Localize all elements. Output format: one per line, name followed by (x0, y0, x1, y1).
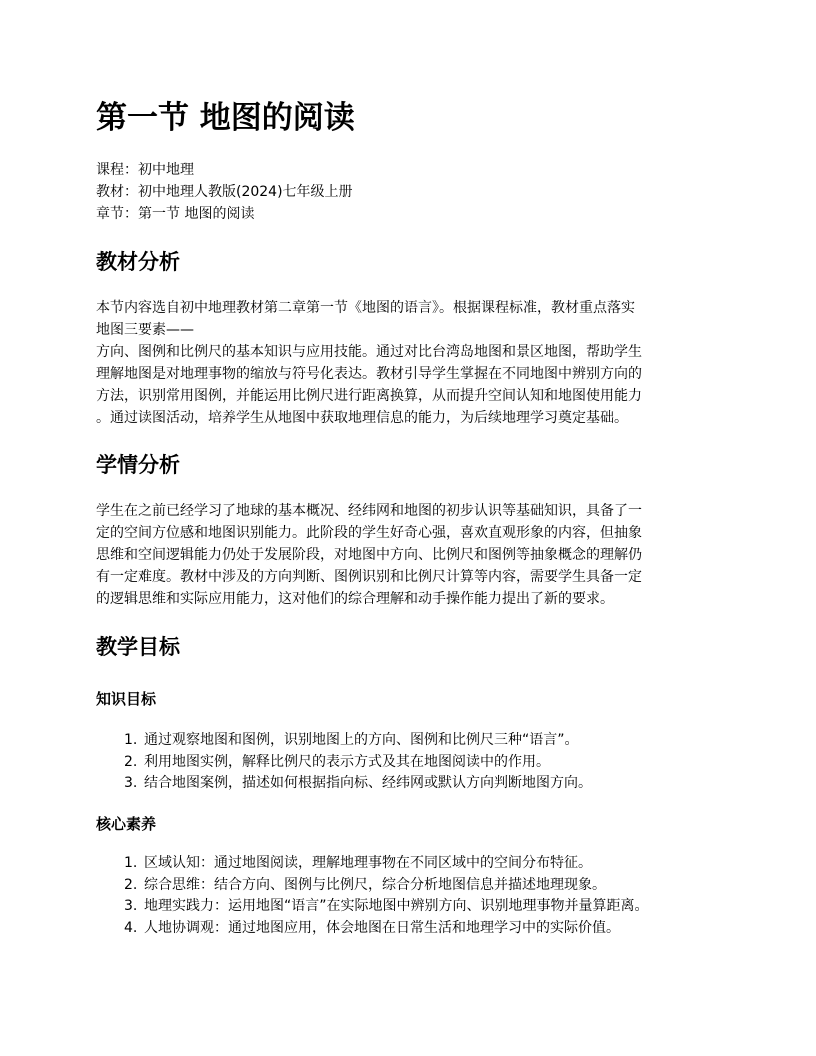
paragraph-line: 本节内容选自初中地理教材第二章第一节《地图的语言》。根据课程标准，教材重点落实 (96, 300, 635, 316)
list-item-number: 1. (124, 732, 138, 748)
meta-course: 课程：初中地理 (96, 162, 194, 178)
paragraph-line: 思维和空间逻辑能力仍处于发展阶段，对地图中方向、比例尺和图例等抽象概念的理解仍 (96, 547, 642, 563)
list-item-text: 利用地图实例，解释比例尺的表示方式及其在地图阅读中的作用。 (144, 753, 550, 770)
list-item-number: 3. (124, 775, 138, 791)
section-heading-goals: 教学目标 (96, 635, 180, 659)
list-item (124, 773, 720, 795)
section-heading-learners: 学情分析 (96, 453, 180, 477)
analysis-paragraph (96, 297, 642, 429)
meta-chapter: 章节：第一节 地图的阅读 (96, 206, 255, 222)
list-item-number: 4. (124, 919, 138, 936)
list-item-number: 3. (124, 898, 138, 914)
learners-paragraph (96, 500, 642, 610)
list-item (124, 918, 720, 940)
paragraph-line: 理解地图是对地理事物的缩放与符号化表达。教材引导学生掌握在不同地图中辨别方向的 (96, 366, 642, 382)
paragraph-line: 学生在之前已经学习了地球的基本概况、经纬网和地图的初步认识等基础知识，具备了一 (96, 503, 642, 519)
subsection-heading-literacy: 核心素养 (96, 815, 157, 833)
list-item-number: 2. (124, 753, 138, 770)
paragraph-line: 方法，识别常用图例，并能运用比例尺进行距离换算，从而提升空间认知和地图使用能力 (96, 388, 642, 404)
paragraph-line: 有一定难度。教材中涉及的方向判断、图例识别和比例尺计算等内容，需要学生具备一定 (96, 569, 642, 585)
section-heading-analysis: 教材分析 (96, 250, 180, 274)
literacy-goals-list (96, 853, 720, 939)
list-item-text: 通过观察地图和图例，识别地图上的方向、图例和比例尺三种“语言”。 (144, 732, 579, 748)
paragraph-line: 。通过读图活动，培养学生从地图中获取地理信息的能力，为后续地理学习奠定基础。 (96, 410, 628, 426)
meta-textbook: 教材：初中地理人教版(2024)七年级上册 (96, 184, 353, 200)
list-item-text: 综合思维：结合方向、图例与比例尺，综合分析地图信息并描述地理现象。 (144, 876, 606, 893)
page-title: 第一节 地图的阅读 (96, 100, 355, 136)
list-item-text: 结合地图案例，描述如何根据指向标、经纬网或默认方向判断地图方向。 (144, 775, 592, 791)
meta-info (96, 159, 353, 225)
list-item (124, 896, 720, 918)
list-item-text: 地理实践力：运用地图“语言”在实际地图中辨别方向、识别地理事物并量算距离。 (144, 898, 649, 914)
list-item-number: 1. (124, 855, 138, 871)
paragraph-line: 的逻辑思维和实际应用能力，这对他们的综合理解和动手操作能力提出了新的要求。 (96, 591, 614, 607)
list-item (124, 875, 720, 897)
paragraph-line: 方向、图例和比例尺的基本知识与应用技能。通过对比台湾岛地图和景区地图，帮助学生 (96, 344, 642, 360)
list-item-text: 人地协调观：通过地图应用，体会地图在日常生活和地理学习中的实际价值。 (144, 919, 620, 936)
list-item-text: 区域认知：通过地图阅读，理解地理事物在不同区域中的空间分布特征。 (144, 855, 592, 871)
subsection-heading-knowledge: 知识目标 (96, 690, 157, 708)
paragraph-line: 定的空间方位感和地图识别能力。此阶段的学生好奇心强，喜欢直观形象的内容，但抽象 (96, 525, 642, 541)
list-item (124, 730, 720, 752)
list-item-number: 2. (124, 876, 138, 893)
list-item (124, 853, 720, 875)
list-item (124, 752, 720, 774)
knowledge-goals-list (96, 730, 720, 795)
paragraph-line: 地图三要素—— (96, 322, 194, 338)
